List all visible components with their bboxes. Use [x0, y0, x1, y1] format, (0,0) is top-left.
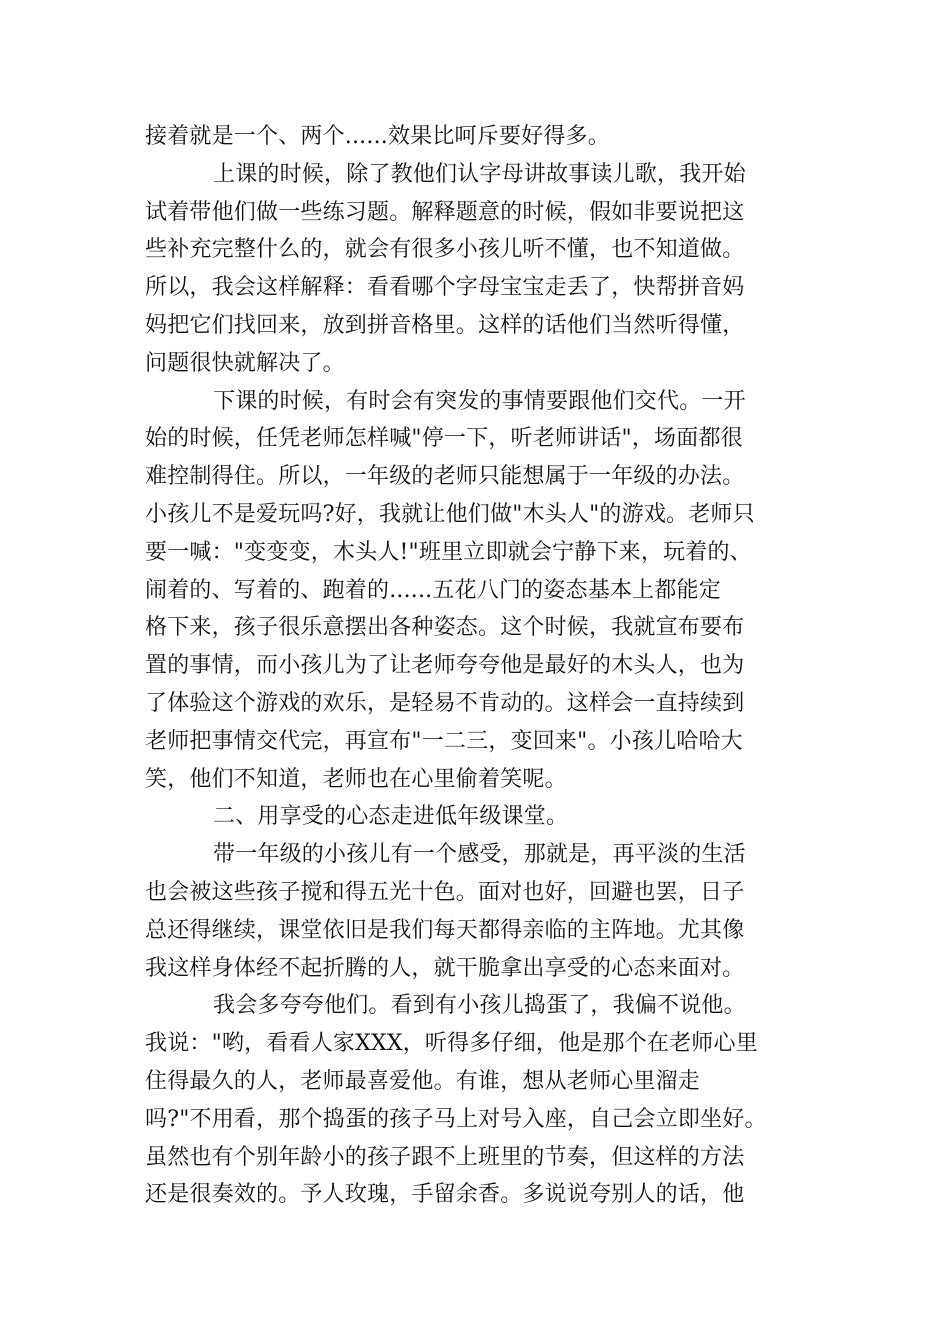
text-line: 难控制得住。所以，一年级的老师只能想属于一年级的办法。 [145, 464, 745, 490]
text-line: 我这样身体经不起折腾的人，就干脆拿出享受的心态来面对。 [145, 955, 745, 981]
text-line: 小孩儿不是爱玩吗?好，我就让他们做"木头人"的游戏。老师只 [145, 501, 755, 527]
text-line: 格下来，孩子很乐意摆出各种姿态。这个时候，我就宣布要布 [145, 615, 745, 641]
text-line: 问题很快就解决了。 [145, 350, 345, 376]
text-line: 住得最久的人，老师最喜爱他。有谁，想从老师心里溜走 [145, 1068, 701, 1094]
text-line: 带一年级的小孩儿有一个感受，那就是，再平淡的生活 [213, 842, 746, 868]
text-line: 接着就是一个、两个......效果比呵斥要好得多。 [145, 124, 610, 149]
text-line: 所以，我会这样解释：看看哪个字母宝宝走丢了，快帮拼音妈 [145, 275, 745, 301]
text-line: 要一喊："变变变，木头人!"班里立即就会宁静下来，玩着的、 [145, 539, 752, 565]
text-line: 笑，他们不知道，老师也在心里偷着笑呢。 [145, 766, 567, 792]
text-line: 二、用享受的心态走进低年级课堂。 [213, 804, 569, 830]
text-line: 了体验这个游戏的欢乐，是轻易不肯动的。这样会一直持续到 [145, 690, 745, 716]
text-line: 些补充完整什么的，就会有很多小孩儿听不懂，也不知道做。 [145, 237, 745, 263]
text-line: 闹着的、写着的、跑着的......五花八门的姿态基本上都能定 [145, 577, 721, 603]
text-line: 虽然也有个别年龄小的孩子跟不上班里的节奏，但这样的方法 [145, 1144, 745, 1170]
text-line: 还是很奏效的。予人玫瑰，手留余香。多说说夸别人的话，他 [145, 1182, 745, 1208]
text-line: 吗?"不用看，那个捣蛋的孩子马上对号入座，自己会立即坐好。 [145, 1106, 767, 1132]
document-body [145, 118, 825, 1214]
text-line: 置的事情，而小孩儿为了让老师夸夸他是最好的木头人，也为 [145, 653, 745, 679]
text-line: 上课的时候，除了教他们认字母讲故事读儿歌，我开始 [213, 161, 746, 187]
text-line: 也会被这些孩子搅和得五光十色。面对也好，回避也罢，日子 [145, 879, 745, 905]
text-line: 试着带他们做一些练习题。解释题意的时候，假如非要说把这 [145, 199, 745, 225]
text-line: 我会多夸夸他们。看到有小孩儿捣蛋了，我偏不说他。 [213, 993, 746, 1019]
text-line: 老师把事情交代完，再宣布"一二三，变回来"。小孩儿哈哈大 [145, 728, 743, 754]
text-line: 我说："哟，看看人家XXX，听得多仔细，他是那个在老师心里 [145, 1031, 758, 1057]
text-line: 下课的时候，有时会有突发的事情要跟他们交代。一开 [213, 388, 746, 414]
text-line: 妈把它们找回来，放到拼音格里。这样的话他们当然听得懂， [145, 312, 745, 338]
text-line: 始的时候，任凭老师怎样喊"停一下，听老师讲话"，场面都很 [145, 426, 743, 452]
text-line: 总还得继续，课堂依旧是我们每天都得亲临的主阵地。尤其像 [145, 917, 745, 943]
